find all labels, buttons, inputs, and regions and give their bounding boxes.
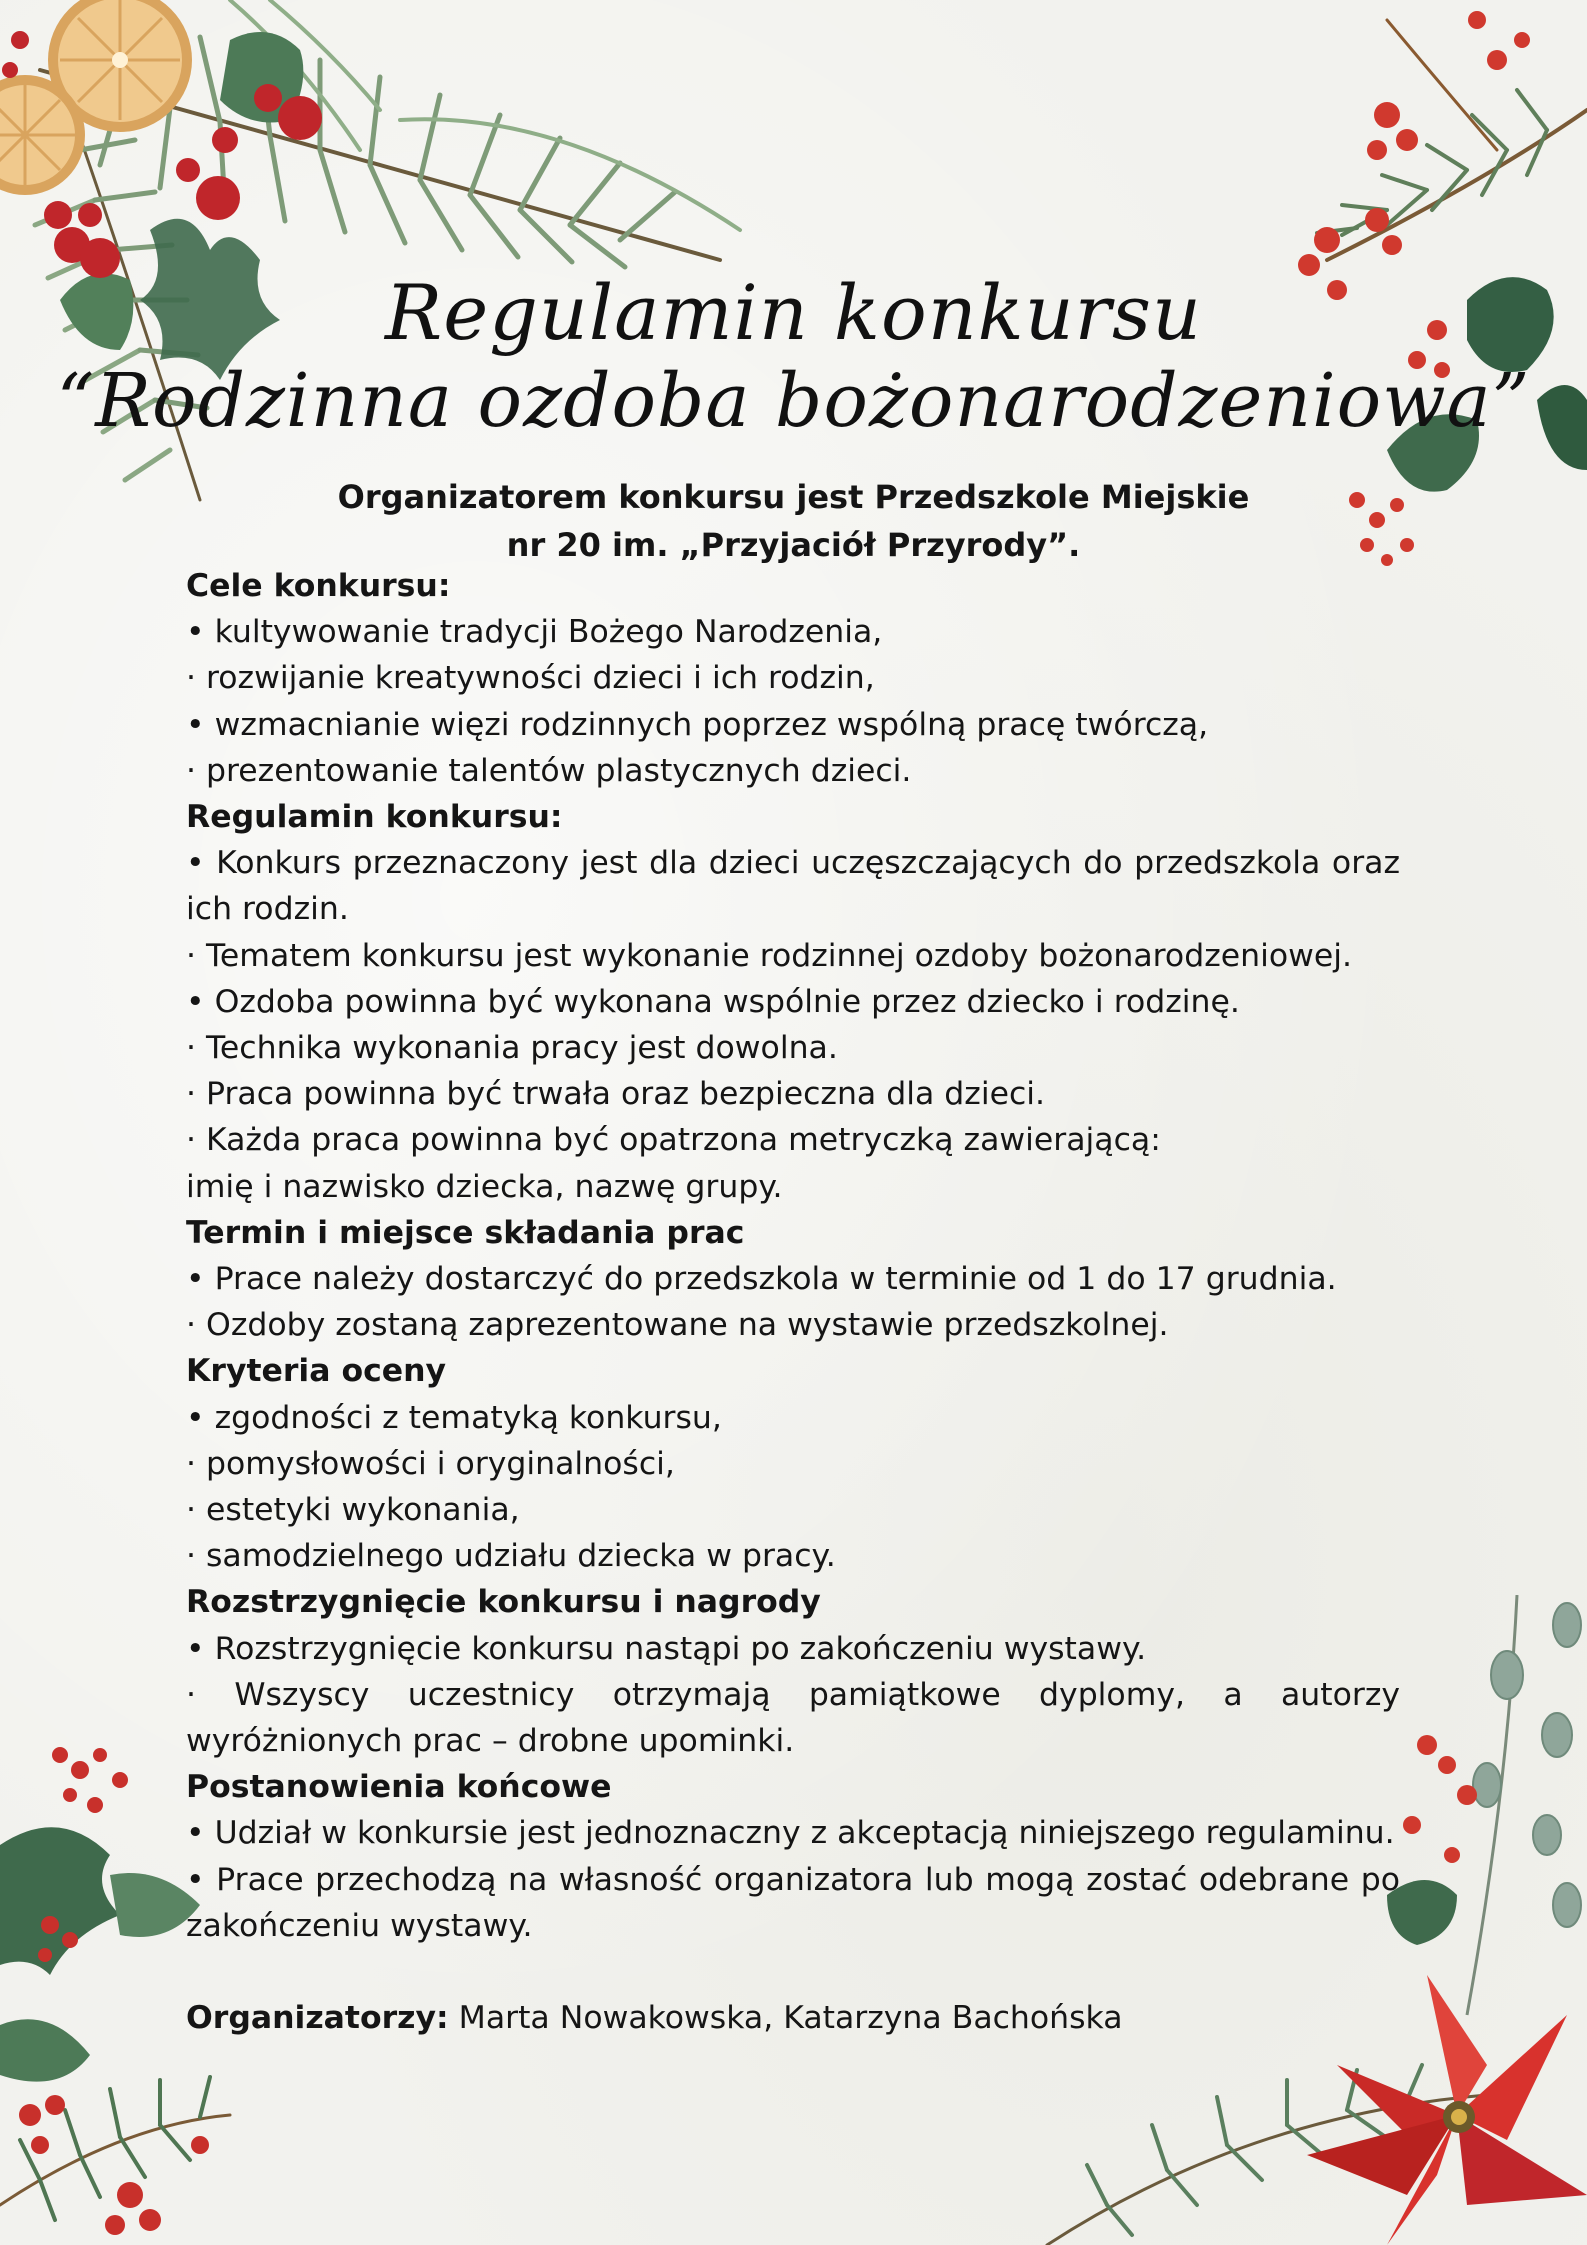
list-item: • wzmacnianie więzi rodzinnych poprzez wspólną pracę twórczą,	[186, 706, 1209, 743]
organizers-line	[186, 1995, 1400, 2041]
list-item: • Konkurs przeznaczony jest dla dzieci uczęszczających do przedszkola oraz ich rodzin.	[186, 845, 1400, 928]
list-item: · samodzielnego udziału dziecka w pracy.	[186, 1538, 836, 1575]
title-line-2: “Rodzinna ozdoba bożonarodzeniowa”	[56, 358, 1531, 444]
list-item: · Praca powinna być trwała oraz bezpieczna dla dzieci.	[186, 1076, 1046, 1113]
spacer	[186, 1949, 1400, 1995]
organizer-statement-line-1: Organizatorem konkursu jest Przedszkole Miejskie	[337, 478, 1250, 516]
holly-leaf-icon	[0, 1827, 200, 2081]
list-item: • Udział w konkursie jest jednoznaczny z akceptacją niniejszego regulaminu.	[186, 1815, 1395, 1852]
section-heading-deadline: Termin i miejsce składania prac	[186, 1214, 745, 1251]
organizer-statement	[300, 473, 1287, 569]
red-berry-icon	[1403, 1735, 1477, 1863]
pine-branch-icon	[1317, 20, 1587, 260]
section-heading-criteria: Kryteria oceny	[186, 1353, 447, 1390]
list-item: · Ozdoby zostaną zaprezentowane na wystawie przedszkolnej.	[186, 1307, 1169, 1344]
list-item: • Rozstrzygnięcie konkursu nastąpi po zakończeniu wystawy.	[186, 1630, 1147, 1667]
list-item: • Prace przechodzą na własność organizatora lub mogą zostać odebrane po zakończeniu wystawy.	[186, 1861, 1400, 1944]
list-item: · Technika wykonania pracy jest dowolna.	[186, 1030, 838, 1067]
list-item: · estetyki wykonania,	[186, 1492, 520, 1529]
list-item: · prezentowanie talentów plastycznych dzieci.	[186, 752, 912, 789]
list-item: · Tematem konkursu jest wykonanie rodzinnej ozdoby bożonarodzeniowej.	[186, 937, 1353, 974]
section-heading-goals: Cele konkursu:	[186, 568, 451, 604]
organizers-label: Organizatorzy:	[186, 2000, 449, 2037]
list-item: • kultywowanie tradycji Bożego Narodzenia,	[186, 614, 883, 651]
list-item: · rozwijanie kreatywności dzieci i ich rodzin,	[186, 660, 875, 697]
organizers-names: Marta Nowakowska, Katarzyna Bachońska	[448, 2000, 1123, 2037]
list-item: • Prace należy dostarczyć do przedszkola w terminie od 1 do 17 grudnia.	[186, 1261, 1337, 1298]
eucalyptus-leaf-icon	[1467, 1595, 1581, 2015]
list-item: imię i nazwisko dziecka, nazwę grupy.	[186, 1168, 783, 1205]
list-item: · pomysłowości i oryginalności,	[186, 1445, 675, 1482]
title-line-1: Regulamin konkursu	[385, 268, 1202, 357]
list-item: · Każda praca powinna być opatrzona metryczką zawierającą:	[186, 1122, 1161, 1159]
section-heading-rules: Regulamin konkursu:	[186, 799, 563, 836]
section-heading-results: Rozstrzygnięcie konkursu i nagrody	[186, 1584, 821, 1621]
section-heading-final: Postanowienia końcowe	[186, 1769, 612, 1806]
list-item: • Ozdoba powinna być wykonana wspólnie przez dziecko i rodzinę.	[186, 983, 1240, 1020]
list-item: • zgodności z tematyką konkursu,	[186, 1399, 722, 1436]
organizer-statement-line-2: nr 20 im. „Przyjaciół Przyrody”.	[506, 526, 1081, 564]
red-berry-icon	[19, 1747, 209, 2235]
list-item: · Wszyscy uczestnicy otrzymają pamiątkowe dyplomy, a autorzy wyróżnionych prac – drobne upominki.	[186, 1676, 1400, 1760]
rules-content	[186, 563, 1400, 2041]
